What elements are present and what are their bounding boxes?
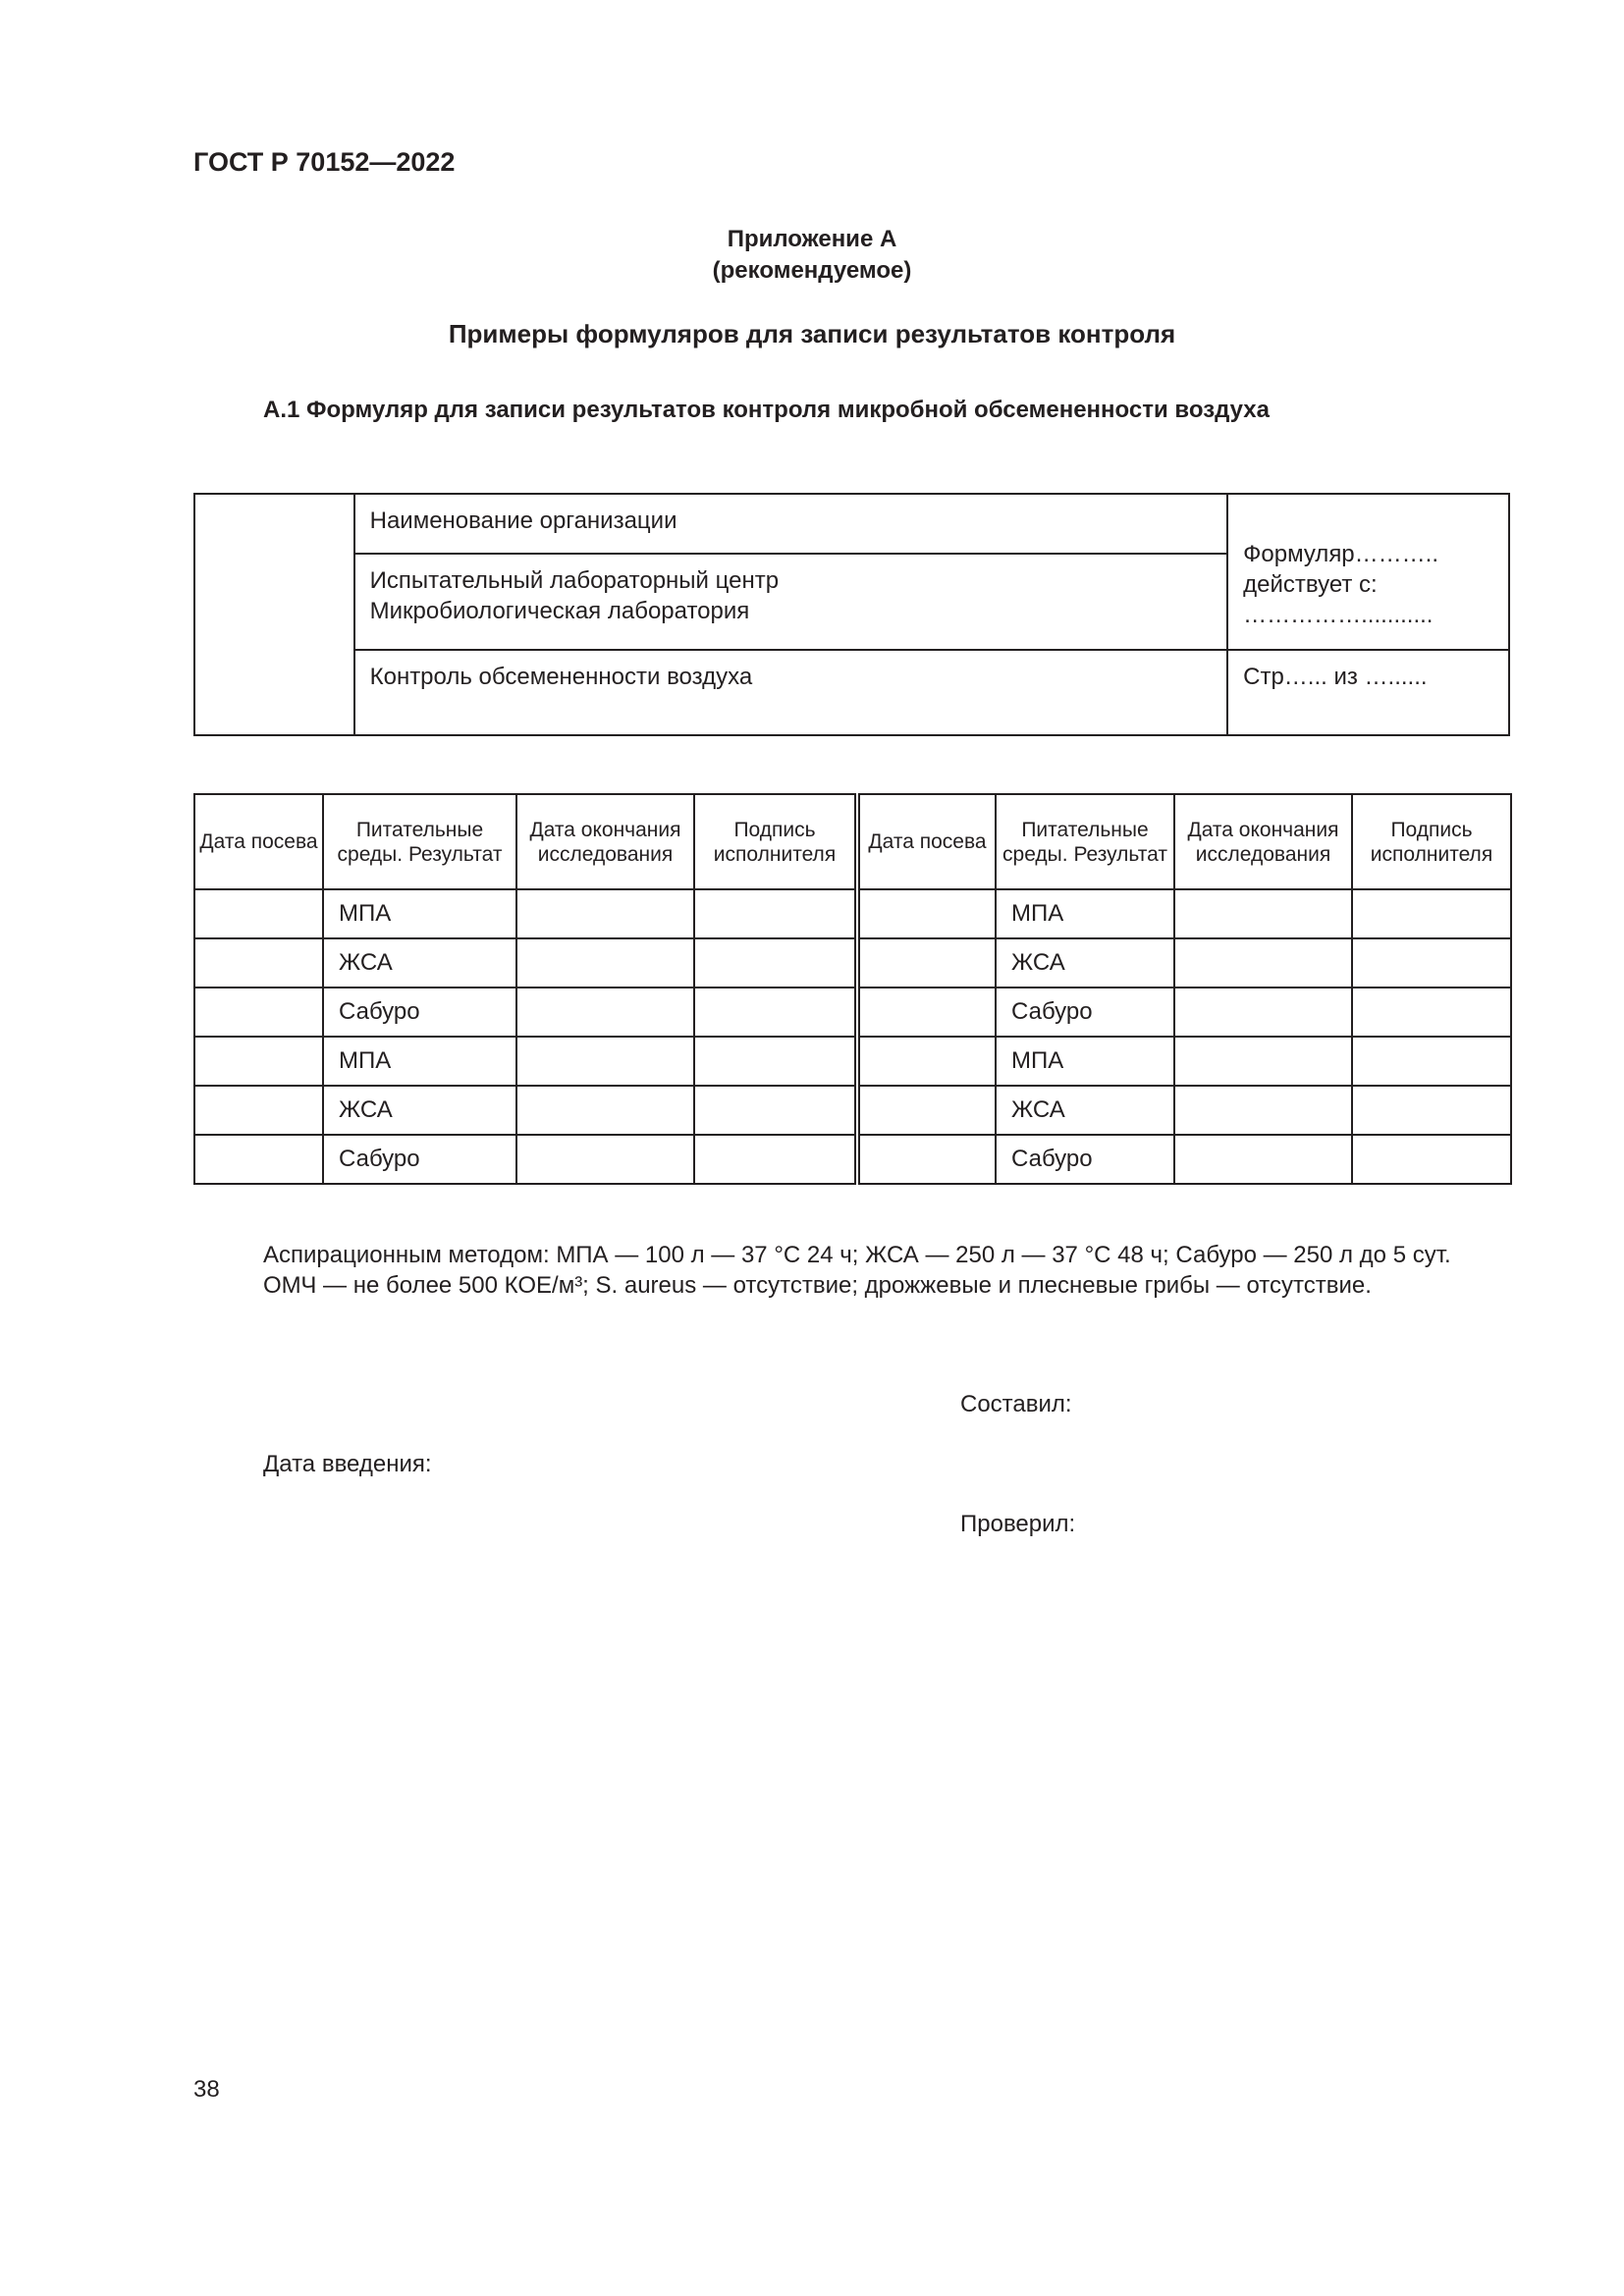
cell-media: МПА <box>323 889 516 938</box>
cell-sowing-date-2 <box>857 1086 996 1135</box>
cell-signature-2 <box>1352 1135 1511 1184</box>
page-counter: Стр…... из …...... <box>1243 664 1428 690</box>
cell-sowing-date <box>194 1037 323 1086</box>
control-cell <box>354 650 1228 735</box>
intro-date-label: Дата введения: <box>263 1451 432 1477</box>
section-title: А.1 Формуляр для записи результатов контроля микробной обсемененности воздуха <box>263 397 1270 423</box>
cell-end-date <box>516 1135 694 1184</box>
table-row <box>194 1086 1511 1135</box>
table-row <box>194 1135 1511 1184</box>
cell-end-date <box>516 889 694 938</box>
appendix-title: Приложение А <box>727 226 897 252</box>
table-row <box>194 988 1511 1037</box>
cell-sowing-date <box>194 988 323 1037</box>
cell-end-date-2 <box>1174 988 1352 1037</box>
cell-media: Сабуро <box>323 988 516 1037</box>
cell-signature-2 <box>1352 1037 1511 1086</box>
cell-end-date-2 <box>1174 1086 1352 1135</box>
cell-media-2: МПА <box>996 1037 1174 1086</box>
table-row <box>194 938 1511 988</box>
cell-sowing-date-2 <box>857 988 996 1037</box>
cell-sowing-date-2 <box>857 1135 996 1184</box>
journal-table <box>193 793 1512 1185</box>
criteria-note: ОМЧ — не более 500 КОЕ/м³; S. aureus — отсутствие; дрожжевые и плесневые грибы — отсутствие. <box>263 1272 1372 1299</box>
col-media-result: Питательные среды. Результат <box>323 794 516 889</box>
cell-end-date <box>516 1086 694 1135</box>
cell-media: ЖСА <box>323 1086 516 1135</box>
valid-from-value: ……………........... <box>1243 602 1434 628</box>
cell-end-date-2 <box>1174 1135 1352 1184</box>
checked-by-label: Проверил: <box>960 1511 1076 1537</box>
cell-end-date <box>516 988 694 1037</box>
cell-end-date <box>516 1037 694 1086</box>
document-code: ГОСТ Р 70152—2022 <box>193 147 456 177</box>
cell-media: МПА <box>323 1037 516 1086</box>
org-name: Наименование организации <box>369 507 677 534</box>
cell-sowing-date-2 <box>857 938 996 988</box>
table-row <box>194 889 1511 938</box>
cell-signature-2 <box>1352 988 1511 1037</box>
method-note: Аспирационным методом: МПА — 100 л — 37 °С 24 ч; ЖСА — 250 л — 37 °С 48 ч; Сабуро — 250 л до 5 сут. <box>263 1242 1451 1268</box>
cell-media: ЖСА <box>323 938 516 988</box>
valid-from-label: действует с: <box>1243 571 1378 598</box>
col-sowing-date-2: Дата посева <box>857 794 996 889</box>
cell-media: Сабуро <box>323 1135 516 1184</box>
cell-end-date-2 <box>1174 889 1352 938</box>
cell-sowing-date <box>194 1135 323 1184</box>
cell-signature <box>694 1037 857 1086</box>
compiled-by-label: Составил: <box>960 1391 1072 1417</box>
cell-signature <box>694 988 857 1037</box>
cell-sowing-date-2 <box>857 889 996 938</box>
cell-signature <box>694 938 857 988</box>
page-counter-cell <box>1227 650 1509 735</box>
main-title: Примеры формуляров для записи результатов контроля <box>448 319 1176 348</box>
col-end-date-2: Дата окончания исследования <box>1174 794 1352 889</box>
cell-signature-2 <box>1352 1086 1511 1135</box>
page-number: 38 <box>193 2076 220 2103</box>
form-header-table <box>193 493 1510 736</box>
cell-media-2: ЖСА <box>996 938 1174 988</box>
org-name-cell <box>354 494 1228 554</box>
formular-cell <box>1227 494 1509 650</box>
lab-cell <box>354 554 1228 650</box>
cell-signature <box>694 1086 857 1135</box>
col-sowing-date: Дата посева <box>194 794 323 889</box>
col-signature: Подпись исполнителя <box>694 794 857 889</box>
cell-signature-2 <box>1352 938 1511 988</box>
cell-signature <box>694 889 857 938</box>
lab-name: Микробиологическая лаборатория <box>369 598 750 624</box>
cell-media-2: МПА <box>996 889 1174 938</box>
col-signature-2: Подпись исполнителя <box>1352 794 1511 889</box>
table-row <box>194 1037 1511 1086</box>
cell-sowing-date-2 <box>857 1037 996 1086</box>
cell-end-date-2 <box>1174 938 1352 988</box>
cell-sowing-date <box>194 889 323 938</box>
control-title: Контроль обсемененности воздуха <box>369 664 753 690</box>
logo-cell <box>194 494 354 735</box>
cell-media-2: Сабуро <box>996 988 1174 1037</box>
cell-media-2: ЖСА <box>996 1086 1174 1135</box>
cell-signature <box>694 1135 857 1184</box>
cell-end-date-2 <box>1174 1037 1352 1086</box>
appendix-subtitle: (рекомендуемое) <box>712 257 912 284</box>
formular-number: Формуляр……….. <box>1243 541 1438 567</box>
col-end-date: Дата окончания исследования <box>516 794 694 889</box>
cell-end-date <box>516 938 694 988</box>
cell-media-2: Сабуро <box>996 1135 1174 1184</box>
lab-center: Испытательный лабораторный центр <box>369 567 780 594</box>
cell-sowing-date <box>194 938 323 988</box>
col-media-result-2: Питательные среды. Результат <box>996 794 1174 889</box>
cell-signature-2 <box>1352 889 1511 938</box>
cell-sowing-date <box>194 1086 323 1135</box>
